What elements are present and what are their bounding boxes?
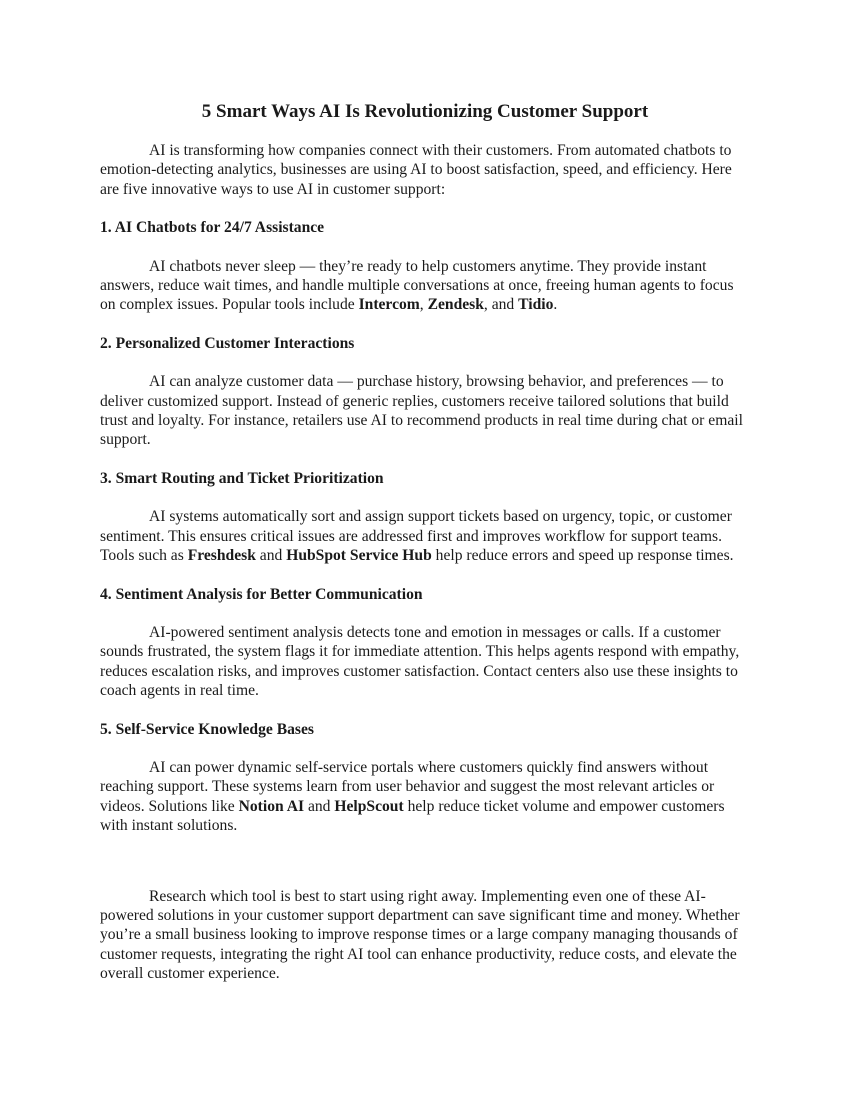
- section-heading-5: 5. Self-Service Knowledge Bases: [100, 720, 314, 738]
- section-heading-1: 1. AI Chatbots for 24/7 Assistance: [100, 219, 325, 237]
- separator: ,: [419, 296, 428, 314]
- section-text-end: help reduce errors and speed up response times.: [431, 547, 734, 565]
- tool-name-notion-ai: Notion AI: [238, 797, 305, 815]
- section-text-end: .: [553, 296, 558, 314]
- section-paragraph-3: [100, 507, 750, 565]
- separator: and: [255, 547, 287, 565]
- document-page: [100, 100, 750, 984]
- section-text: AI chatbots never sleep — they’re ready to help customers anytime. They provide instant answers, reduce wait times, and handle multiple conversations at once, freeing human agents to focus on complex issues. Popular tools include: [100, 257, 734, 314]
- section-paragraph-5: [100, 758, 750, 836]
- section-text-end: help reduce ticket volume and empower customers with instant solutions.: [100, 797, 725, 835]
- section-paragraph-4: AI-powered sentiment analysis detects tone and emotion in messages or calls. If a customer sounds frustrated, the system flags it for immediate attention. This helps agents respond with empathy, reduces escalation risks, and improves customer satisfaction. Contact centers also use these insights to coach agents in real time.: [100, 623, 740, 700]
- section-paragraph-2: AI can analyze customer data — purchase history, browsing behavior, and preferences — to deliver customized support. Instead of generic replies, customers receive tailored solutions that build trust and loyalty. For instance, retailers use AI to recommend products in real time during chat or email support.: [100, 373, 743, 449]
- tool-name-tidio: Tidio: [518, 296, 554, 314]
- section-heading-4: 4. Sentiment Analysis for Better Communication: [100, 585, 423, 603]
- section-text: AI systems automatically sort and assign support tickets based on urgency, topic, or customer sentiment. This ensures critical issues are addressed first and improves workflow for support teams. Tools such as: [100, 508, 732, 565]
- separator: and: [304, 797, 335, 815]
- tool-name-helpscout: HelpScout: [334, 797, 404, 815]
- section-heading-3: 3. Smart Routing and Ticket Prioritization: [100, 469, 384, 487]
- document-title: 5 Smart Ways AI Is Revolutionizing Customer Support: [201, 101, 649, 122]
- tool-name-freshdesk: Freshdesk: [187, 547, 256, 565]
- tool-name-hubspot-service-hub: HubSpot Service Hub: [286, 547, 432, 565]
- intro-paragraph: AI is transforming how companies connect with their customers. From automated chatbots to emotion-detecting analytics, businesses are using AI to boost satisfaction, speed, and efficiency. Here are five innovative ways to use AI in customer support:: [100, 142, 732, 198]
- tool-name-zendesk: Zendesk: [427, 296, 484, 314]
- separator: , and: [483, 296, 519, 314]
- closing-paragraph: Research which tool is best to start using right away. Implementing even one of these AI-powered solutions in your customer support department can save significant time and money. Whether you’re a small business looking to improve response times or a large company managing thousands of customer requests, integrating the right AI tool can enhance productivity, reduce costs, and elevate the overall customer experience.: [100, 887, 740, 983]
- section-paragraph-1: [100, 257, 750, 315]
- section-text: AI can power dynamic self-service portals where customers quickly find answers without reaching support. These systems learn from user behavior and suggest the most relevant articles or videos. Solutions like: [100, 758, 715, 815]
- tool-name-intercom: Intercom: [358, 296, 420, 314]
- section-heading-2: 2. Personalized Customer Interactions: [100, 334, 355, 352]
